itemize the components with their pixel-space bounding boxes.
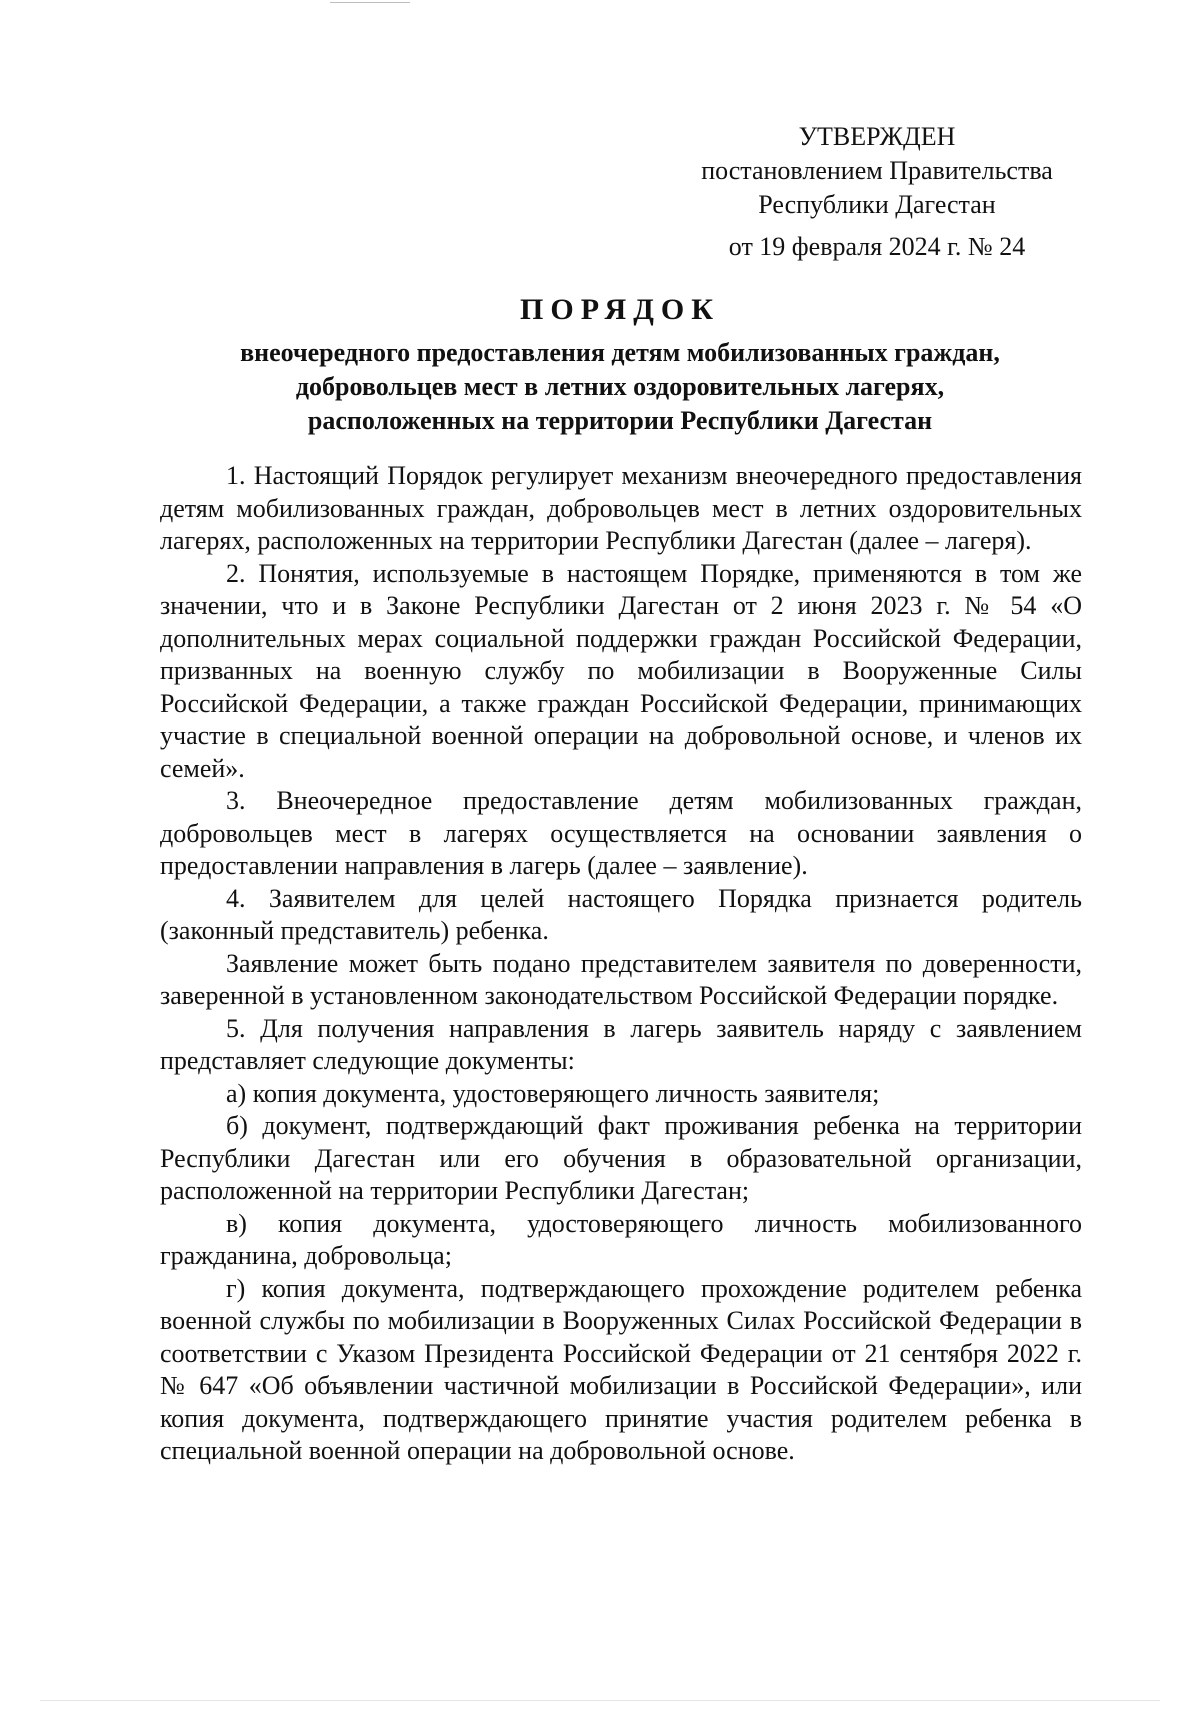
document-title <box>120 290 1120 438</box>
list-item-g: г) копия документа, подтверждающего прохождение родителем ребенка военной службы по мобилизации в Вооруженных Силах Российской Федерации в соответствии с Указом Президента Российской Федерации от 21 сентября 2022 г. № 647 «Об объявлении частичной мобилизации в Российской Федерации», или копия документа, подтверждающего принятие участия родителем ребенка в специальной военной операции на добровольной основе. <box>160 1273 1082 1465</box>
approval-line-republic: Республики Дагестан <box>758 190 996 219</box>
paragraph-5: 5. Для получения направления в лагерь заявитель наряду с заявлением представляет следующие документы: <box>160 1013 1082 1075</box>
title-subtitle-line-1: внеочередного предоставления детям мобилизованных граждан, <box>240 338 1000 367</box>
paragraph-2: 2. Понятия, используемые в настоящем Порядке, применяются в том же значении, что и в Законе Республики Дагестан от 2 июня 2023 г. № 54 «О дополнительных мерах социальной поддержки граждан Российской Федерации, призванных на военную службу по мобилизации в Вооруженные Силы Российской Федерации, а также граждан Российской Федерации, принимающих участие в специальной военной операции на добровольной основе, и членов их семей». <box>160 558 1082 783</box>
paragraph-3: 3. Внеочередное предоставление детям мобилизованных граждан, добровольцев мест в лагерях осуществляется на основании заявления о предоставлении направления в лагерь (далее – заявление). <box>160 786 1082 880</box>
title-subtitle-line-2: добровольцев мест в летних оздоровительных лагерях, <box>295 372 945 401</box>
approval-heading: УТВЕРЖДЕН <box>798 122 956 151</box>
scan-artifact-bottom <box>40 1700 1160 1701</box>
paragraph-4-note: Заявление может быть подано представителем заявителя по доверенности, заверенной в установленном законодательством Российской Федерации порядке. <box>160 948 1082 1010</box>
list-item-v: в) копия документа, удостоверяющего личность мобилизованного гражданина, добровольца; <box>160 1208 1082 1270</box>
title-subtitle-line-3: расположенных на территории Республики Дагестан <box>307 406 933 435</box>
approval-block <box>672 120 1082 264</box>
document-body <box>160 460 1082 1468</box>
approval-line-resolution: постановлением Правительства <box>701 156 1053 185</box>
list-item-a: а) копия документа, удостоверяющего личность заявителя; <box>226 1078 880 1108</box>
scan-artifact-top <box>330 2 410 3</box>
list-item-b: б) документ, подтверждающий факт проживания ребенка на территории Республики Дагестан или его обучения в образовательной организации, расположенной на территории Республики Дагестан; <box>160 1111 1082 1205</box>
paragraph-4: 4. Заявителем для целей настоящего Порядка признается родитель (законный представитель) ребенка. <box>160 883 1082 945</box>
approval-date-number: от 19 февраля 2024 г. № 24 <box>728 232 1026 261</box>
title-main: ПОРЯДОК <box>520 293 720 326</box>
paragraph-1: 1. Настоящий Порядок регулирует механизм внеочередного предоставления детям мобилизованных граждан, добровольцев мест в летних оздоровительных лагерях, расположенных на территории Республики Дагестан (далее – лагеря). <box>160 461 1082 555</box>
